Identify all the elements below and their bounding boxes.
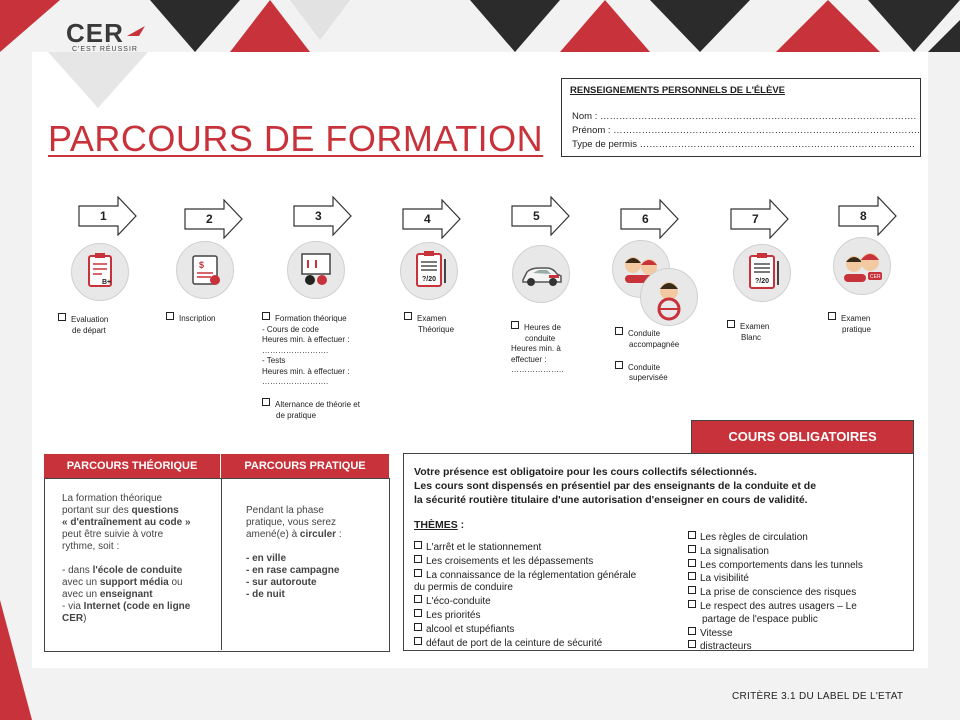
step-8-number: 8 (860, 209, 867, 223)
theme-item[interactable]: distracteurs (688, 640, 863, 654)
mandatory-intro: Votre présence est obligatoire pour les cours collectifs sélectionnés. Les cours sont dispensés en présentiel par des enseignants de la conduite et de la sécurité routière titulaire d'une autorisation d'enseigner en cours de validité. (414, 466, 817, 506)
practice-tab: PARCOURS PRATIQUE (220, 454, 389, 478)
svg-text:CER: CER (870, 274, 881, 280)
step-2-arrow-icon (184, 199, 244, 239)
step-5-number: 5 (533, 209, 540, 223)
theme-item-cont: du permis de conduire (414, 582, 513, 594)
checkbox[interactable] (688, 531, 696, 539)
theme-item[interactable]: alcool et stupéfiants (414, 623, 636, 637)
decor-triangle (560, 0, 650, 52)
decor-triangle (470, 0, 560, 52)
checkbox[interactable] (414, 541, 422, 549)
theme-item[interactable]: Les comportements dans les tunnels (688, 559, 863, 573)
practical-exam-icon (833, 237, 891, 295)
theme-item[interactable]: La signalisation (688, 545, 863, 559)
decor-triangle (776, 0, 880, 52)
step-5-arrow-icon (511, 196, 571, 236)
theme-item[interactable]: Les croisements et les dépassements (414, 555, 636, 569)
step-6-caption[interactable]: Conduite accompagnée Conduite supervisée (615, 327, 679, 384)
svg-text:?/20: ?/20 (422, 276, 437, 283)
svg-text:$: $ (199, 260, 205, 270)
panel-divider (221, 478, 222, 650)
step-7-caption[interactable]: Examen Blanc (727, 320, 769, 343)
step-1-arrow-icon (78, 196, 138, 236)
checkbox[interactable] (727, 320, 735, 328)
theme-item[interactable]: Vitesse (688, 627, 863, 641)
step-1-caption[interactable]: Evaluation de départ (58, 313, 108, 336)
exam-sheet-icon (400, 242, 458, 300)
logo-flag-icon (125, 24, 147, 38)
logo-tagline: C'EST RÉUSSIR (72, 46, 138, 53)
practice-text: Pendant la phase pratique, vous serez amené(e) à circuler : - en ville - en rase campagne - sur autoroute - de nuit (246, 505, 342, 600)
checkbox[interactable] (828, 312, 836, 320)
step-4-arrow-icon (402, 199, 462, 239)
theory-tab: PARCOURS THÉORIQUE (44, 454, 220, 478)
student-info-header: RENSEIGNEMENTS PERSONNELS DE L'ÉLÈVE (570, 85, 785, 96)
logo-chevron (48, 52, 148, 108)
checkbox[interactable] (615, 361, 623, 369)
checkbox[interactable] (615, 327, 623, 335)
step-8-arrow-icon (838, 196, 898, 236)
checkbox[interactable] (688, 559, 696, 567)
theme-item[interactable]: Les règles de circulation (688, 531, 863, 545)
themes-label: THÈMES : (414, 519, 465, 531)
step-8-caption[interactable]: Examen pratique (828, 312, 871, 335)
checkbox[interactable] (166, 312, 174, 320)
checkbox[interactable] (688, 572, 696, 580)
theme-item[interactable]: Le respect des autres usagers – Le (688, 600, 863, 614)
theme-item[interactable]: La visibilité (688, 572, 863, 586)
step-4-number: 4 (424, 212, 431, 226)
checkbox[interactable] (262, 398, 270, 406)
checkbox[interactable] (688, 586, 696, 594)
checkbox[interactable] (688, 545, 696, 553)
checkbox[interactable] (414, 569, 422, 577)
step-7-arrow-icon (730, 199, 790, 239)
step-6-number: 6 (642, 212, 649, 226)
name-field[interactable]: Nom : ………………………………………………………………………………………. (572, 111, 917, 122)
decor-triangle (150, 0, 240, 52)
exam-sheet-icon (733, 244, 791, 302)
step-2-number: 2 (206, 212, 213, 226)
step-4-caption[interactable]: Examen Théorique (404, 312, 454, 335)
firstname-field[interactable]: Prénom : ……………………………………………………………………………………. (572, 125, 920, 136)
theme-item[interactable]: Les priorités (414, 609, 636, 623)
step-6-arrow-icon (620, 199, 680, 239)
student-info-box (561, 78, 921, 157)
theory-text: La formation théorique portant sur des questions « d'entraînement au code » peut être suivie à votre rythme, soit : - dans l'école de conduite avec un support média ou avec un enseignant - via Internet (code en ligne CER) (62, 493, 191, 624)
car-icon (512, 245, 570, 303)
checkbox[interactable] (414, 555, 422, 563)
decor-triangle (928, 20, 960, 52)
theme-item[interactable]: L'éco-conduite (414, 595, 636, 609)
checkbox[interactable] (404, 312, 412, 320)
step-3-arrow-icon (293, 196, 353, 236)
evaluation-clipboard-icon (71, 243, 129, 301)
supervised-driving-icon (640, 268, 698, 326)
theme-item[interactable]: La connaissance de la réglementation générale (414, 569, 636, 583)
logo: CER (66, 18, 124, 48)
decor-triangle (290, 0, 350, 40)
theory-training-icon (287, 241, 345, 299)
themes-left-list (414, 541, 636, 650)
step-1-number: 1 (100, 209, 107, 223)
theme-item[interactable]: L'arrêt et le stationnement (414, 541, 636, 555)
checkbox[interactable] (414, 637, 422, 645)
checkbox[interactable] (688, 627, 696, 635)
footer-criterion: CRITÈRE 3.1 DU LABEL DE L'ETAT (732, 691, 904, 702)
svg-text:B+: B+ (102, 279, 112, 286)
theme-item-cont: partage de l'espace public (702, 613, 818, 625)
checkbox[interactable] (688, 600, 696, 608)
decor-triangle (650, 0, 750, 52)
page-title: PARCOURS DE FORMATION (48, 118, 544, 159)
checkbox[interactable] (414, 595, 422, 603)
license-type-field[interactable]: Type de permis …………………………………………………………………………… (572, 139, 916, 150)
step-3-number: 3 (315, 209, 322, 223)
step-3-caption[interactable]: Formation théorique - Cours de code Heures min. à effectuer : ……………………. - Tests Heures min. à effectuer : ……………………. Alternance de théorie et de pratique (262, 314, 360, 420)
decor-triangle (0, 600, 32, 720)
checkbox[interactable] (688, 640, 696, 648)
checkbox[interactable] (58, 313, 66, 321)
theme-item[interactable]: défaut de port de la ceinture de sécurité (414, 637, 636, 651)
themes-right-list (688, 531, 863, 654)
step-2-caption[interactable]: Inscription (166, 312, 215, 325)
decor-triangle (0, 0, 60, 52)
checkbox[interactable] (414, 609, 422, 617)
checkbox[interactable] (414, 623, 422, 631)
mandatory-courses-tab: COURS OBLIGATOIRES (691, 420, 914, 454)
checkbox[interactable] (511, 321, 519, 329)
step-5-caption[interactable]: Heures de conduite Heures min. à effectuer : ……………….. (511, 323, 564, 374)
step-7-number: 7 (752, 212, 759, 226)
theme-item[interactable]: La prise de conscience des risques (688, 586, 863, 600)
checkbox[interactable] (262, 312, 270, 320)
svg-text:?/20: ?/20 (755, 278, 770, 285)
inscription-form-icon (176, 241, 234, 299)
